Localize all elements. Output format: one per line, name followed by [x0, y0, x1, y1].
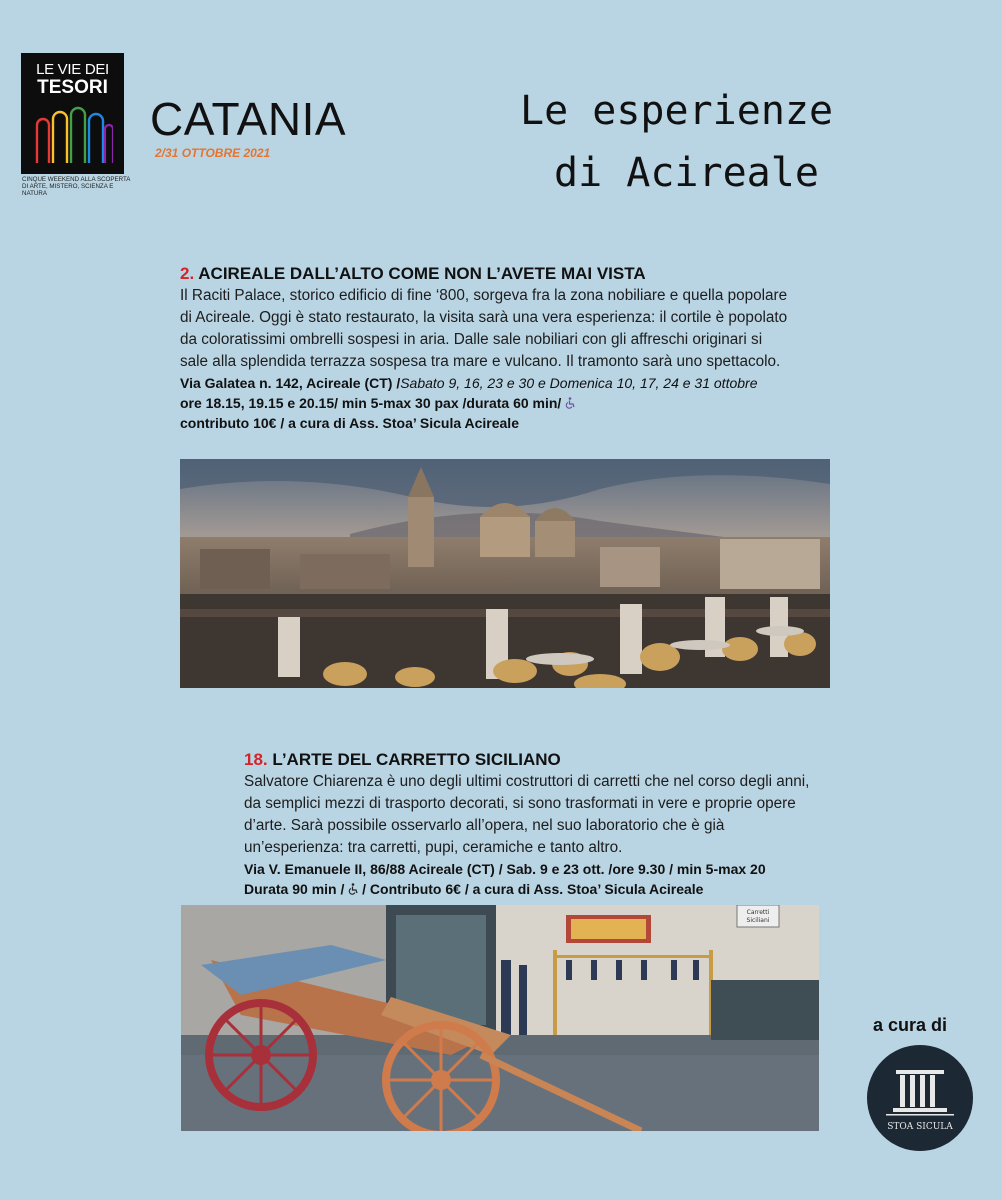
- section-schedule: ore 18.15, 19.15 e 20.15/ min 5-max 30 pax /durata 60 min/: [180, 395, 562, 411]
- section-title: [180, 264, 840, 284]
- page-headline: [520, 80, 940, 204]
- section-info-line1: [180, 373, 840, 393]
- logo-line2: TESORI: [37, 77, 108, 98]
- stoa-sicula-logo: [866, 1044, 974, 1152]
- section-info-line2: [180, 393, 840, 413]
- stoa-logo-text: STOA SICULA: [887, 1122, 953, 1132]
- wheelchair-icon: [348, 883, 358, 895]
- city-title: CATANIA: [150, 93, 347, 145]
- shop-sign-line1: Carretti: [746, 909, 770, 916]
- section-number: 18.: [244, 750, 268, 769]
- logo-tagline: CINQUE WEEKEND ALLA SCOPERTA DI ARTE, MISTERO, SCIENZA E NATURA: [22, 176, 131, 197]
- section-description: Salvatore Chiarenza è uno degli ultimi costruttori di carretti che nel corso degli anni, da semplici mezzi di trasporto decorati, si sono trasformati in vere e proprie opere d’arte. Sarà possibile osservarlo all’opera, nel suo laboratorio che è già un’esperienza: tra carretti, pupi, ceramiche e tanto altro.: [244, 773, 810, 856]
- section-title-text: L’ARTE DEL CARRETTO SICILIANO: [272, 750, 561, 769]
- sicilian-cart-photo: [181, 905, 819, 1131]
- shop-sign-line2: Siciliani: [746, 917, 770, 924]
- event-dates: 2/31 OTTOBRE 2021: [155, 146, 271, 160]
- experience-section-18: [244, 750, 844, 899]
- section-title-text: ACIREALE DALL’ALTO COME NON L’AVETE MAI VISTA: [198, 264, 646, 283]
- le-vie-dei-tesori-logo: [21, 53, 124, 174]
- section-title: [244, 750, 844, 770]
- section-number: 2.: [180, 264, 195, 283]
- experience-section-2: [180, 264, 840, 433]
- arches-icon: [33, 103, 113, 163]
- section-duration: Durata 90 min /: [244, 881, 345, 897]
- section-address: Via Galatea n. 142, Acireale (CT) /: [180, 375, 401, 391]
- section-description: Il Raciti Palace, storico edificio di fine ‘800, sorgeva fra la zona nobiliare e quella popolare di Acireale. Oggi è stato restaurato, la visita sarà una vera esperienza: il cortile è popolato da coloratissimi ombrelli sospesi in aria. Dalle sale nobiliari con gli affreschi originari si sale alla splendida terrazza sospesa tra mare e vulcano. Il tramonto sarà uno spettacolo.: [180, 287, 788, 370]
- section-info-line1: Via V. Emanuele II, 86/88 Acireale (CT) / Sab. 9 e 23 ott. /ore 9.30 / min 5-max 20: [244, 861, 766, 877]
- wheelchair-icon: [565, 397, 575, 409]
- credit-label: a cura di: [873, 1015, 948, 1035]
- section-days: Sabato 9, 16, 23 e 30 e Domenica 10, 17, 24 e 31 ottobre: [400, 375, 758, 391]
- section-info-line2: [244, 879, 844, 899]
- section-info-line3: contributo 10€ / a cura di Ass. Stoa’ Sicula Acireale: [180, 415, 519, 431]
- headline-line2: di Acireale: [554, 150, 819, 196]
- rooftop-terrace-photo: [180, 459, 830, 688]
- headline-line1: Le esperienze: [520, 88, 834, 134]
- section-contribution: / Contributo 6€ / a cura di Ass. Stoa’ Sicula Acireale: [362, 881, 704, 897]
- logo-line1: LE VIE DEI: [36, 61, 109, 78]
